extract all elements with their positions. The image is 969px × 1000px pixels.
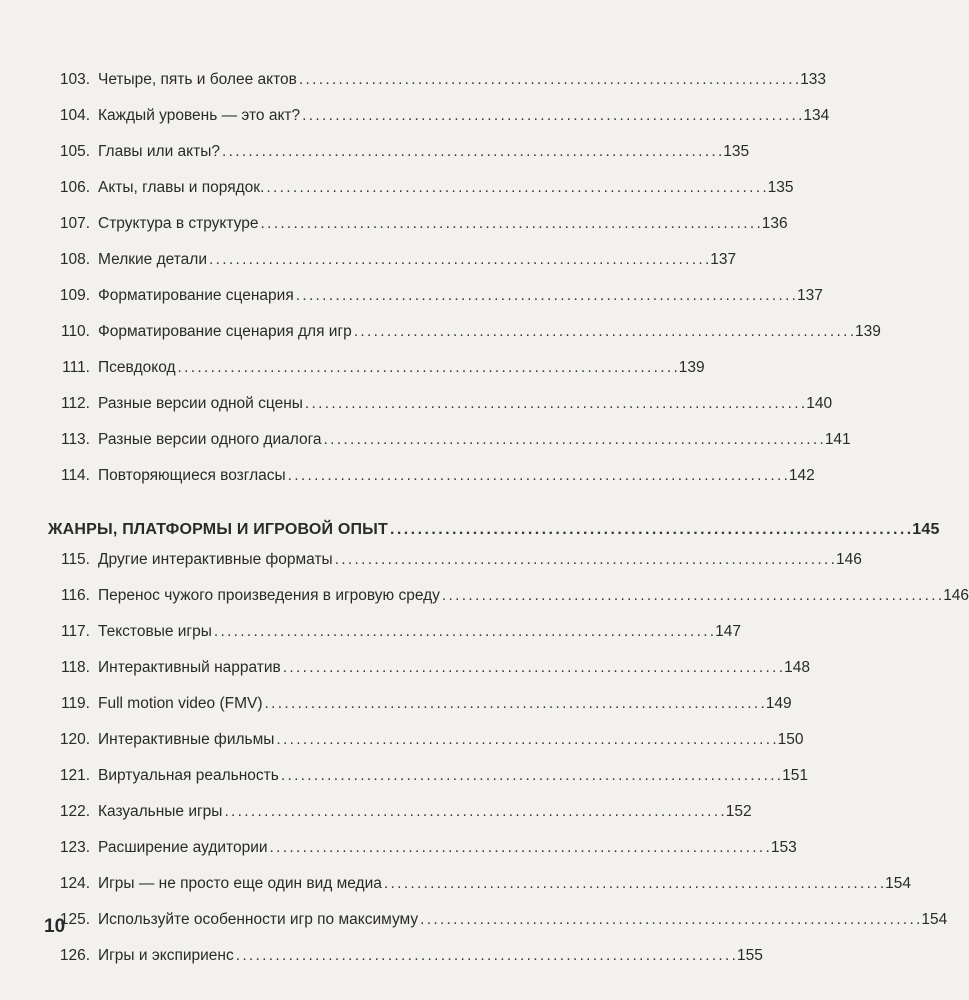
toc-entry[interactable] [48, 179, 794, 216]
entry-title: Псевдокод [98, 359, 176, 376]
entry-title: Игры — не просто еще один вид медиа [98, 875, 382, 892]
dot-leader [266, 180, 765, 196]
toc-entry[interactable] [48, 659, 810, 696]
entry-number: 108. [59, 251, 90, 268]
entry-number: 122. [59, 803, 90, 820]
entry-page: 139 [678, 359, 705, 376]
dot-leader [236, 948, 735, 964]
dot-leader [222, 144, 721, 160]
entry-title: Интерактивный нарратив [98, 659, 281, 676]
toc-entry[interactable] [48, 287, 823, 324]
entry-title: Форматирование сценария [98, 287, 294, 304]
toc-group-1 [48, 71, 881, 504]
toc-entry[interactable] [48, 551, 862, 588]
entry-number: 114. [60, 467, 90, 484]
dot-leader [296, 288, 795, 304]
entry-page: 136 [761, 215, 788, 232]
dot-leader [214, 624, 713, 640]
entry-number: 126. [59, 947, 90, 964]
section-page: 145 [912, 521, 940, 538]
toc-section-heading[interactable] [48, 508, 940, 552]
dot-leader [384, 876, 883, 892]
entry-page: 134 [803, 107, 830, 124]
entry-number: 106. [59, 179, 90, 196]
entry-page: 154 [885, 875, 912, 892]
entry-title: Повторяющиеся возгласы [98, 467, 286, 484]
entry-number: 104. [59, 107, 90, 124]
entry-number: 123. [59, 839, 90, 856]
entry-page: 154 [921, 911, 948, 928]
toc-group-2 [48, 551, 969, 984]
entry-page: 137 [797, 287, 823, 304]
entry-page: 146 [835, 551, 862, 568]
entry-title: Full motion video (FMV) [98, 695, 263, 712]
entry-number: 105. [59, 143, 90, 160]
entry-number: 120. [59, 731, 90, 748]
table-of-contents [48, 71, 969, 984]
entry-number: 103. [59, 71, 90, 88]
dot-leader [442, 588, 941, 604]
toc-entry[interactable] [48, 467, 815, 504]
toc-entry[interactable] [48, 323, 881, 360]
toc-entry[interactable] [48, 623, 741, 660]
entry-title: Четыре, пять и более актов [98, 71, 297, 88]
dot-leader [224, 804, 723, 820]
entry-title: Каждый уровень — это акт? [98, 107, 301, 124]
toc-entry[interactable] [48, 911, 948, 948]
toc-entry[interactable] [48, 587, 969, 624]
toc-entry[interactable] [48, 359, 705, 396]
entry-number: 118. [60, 659, 90, 676]
dot-leader [270, 840, 769, 856]
entry-title: Другие интерактивные форматы [98, 551, 333, 568]
entry-page: 151 [782, 767, 808, 784]
entry-title: Форматирование сценария для игр [98, 323, 352, 340]
section-title: ЖАНРЫ, ПЛАТФОРМЫ И ИГРОВОЙ ОПЫТ [48, 521, 388, 538]
toc-entry[interactable] [48, 695, 792, 732]
entry-number: 113. [60, 431, 90, 448]
toc-entry[interactable] [48, 767, 808, 804]
dot-leader [178, 360, 677, 376]
entry-title: Интерактивные фильмы [98, 731, 275, 748]
dot-leader [324, 432, 823, 448]
dot-leader [265, 696, 764, 712]
entry-page: 155 [736, 947, 763, 964]
toc-entry[interactable] [48, 395, 833, 432]
entry-title: Виртуальная реальность [98, 767, 279, 784]
dot-leader [420, 912, 919, 928]
toc-entry[interactable] [48, 803, 752, 840]
entry-page: 139 [855, 323, 881, 340]
entry-title: Разные версии одного диалога [98, 431, 322, 448]
entry-page: 142 [788, 467, 815, 484]
entry-page: 141 [824, 431, 851, 448]
dot-leader [299, 72, 798, 88]
entry-page: 152 [725, 803, 752, 820]
dot-leader [390, 522, 910, 538]
page-number: 10 [44, 916, 66, 937]
entry-number: 112. [60, 395, 90, 412]
toc-entry[interactable] [48, 839, 797, 876]
toc-entry[interactable] [48, 71, 827, 108]
toc-entry[interactable] [48, 947, 763, 984]
entry-page: 135 [723, 143, 750, 160]
toc-entry[interactable] [48, 875, 912, 912]
entry-title: Главы или акты? [98, 143, 220, 160]
entry-page: 135 [767, 179, 794, 196]
entry-title: Мелкие детали [98, 251, 207, 268]
dot-leader [335, 552, 834, 568]
toc-entry[interactable] [48, 731, 804, 768]
entry-number: 111. [62, 359, 90, 376]
entry-number: 107. [59, 215, 90, 232]
entry-title: Акты, главы и порядок. [98, 179, 265, 196]
entry-number: 124. [59, 875, 90, 892]
entry-number: 125. [59, 911, 90, 928]
entry-number: 109. [59, 287, 90, 304]
toc-entry[interactable] [48, 107, 830, 144]
dot-leader [276, 732, 775, 748]
dot-leader [209, 252, 708, 268]
entry-title: Игры и экспириенс [98, 947, 234, 964]
entry-page: 146 [943, 587, 969, 604]
entry-page: 133 [800, 71, 827, 88]
entry-title: Текстовые игры [98, 623, 212, 640]
entry-title: Расширение аудитории [98, 839, 268, 856]
dot-leader [283, 660, 782, 676]
dot-leader [260, 216, 759, 232]
toc-entry[interactable] [48, 215, 788, 252]
entry-page: 137 [710, 251, 737, 268]
entry-number: 119. [60, 695, 90, 712]
dot-leader [305, 396, 804, 412]
entry-page: 153 [770, 839, 797, 856]
entry-title: Используйте особенности игр по максимуму [98, 911, 419, 928]
entry-number: 116. [60, 587, 90, 604]
entry-page: 147 [715, 623, 741, 640]
entry-page: 140 [806, 395, 833, 412]
toc-entry[interactable] [48, 251, 737, 288]
entry-page: 148 [784, 659, 810, 676]
toc-entry[interactable] [48, 143, 750, 180]
entry-title: Перенос чужого произведения в игровую среду [98, 587, 440, 604]
entry-title: Казуальные игры [98, 803, 223, 820]
toc-entry[interactable] [48, 431, 851, 468]
entry-page: 150 [777, 731, 804, 748]
entry-title: Структура в структуре [98, 215, 259, 232]
entry-number: 121. [59, 767, 90, 784]
dot-leader [288, 468, 787, 484]
entry-number: 110. [60, 323, 90, 340]
dot-leader [281, 768, 780, 784]
dot-leader [354, 324, 853, 340]
entry-number: 115. [60, 551, 90, 568]
entry-title: Разные версии одной сцены [98, 395, 303, 412]
dot-leader [302, 108, 801, 124]
entry-number: 117. [60, 623, 90, 640]
entry-page: 149 [765, 695, 792, 712]
